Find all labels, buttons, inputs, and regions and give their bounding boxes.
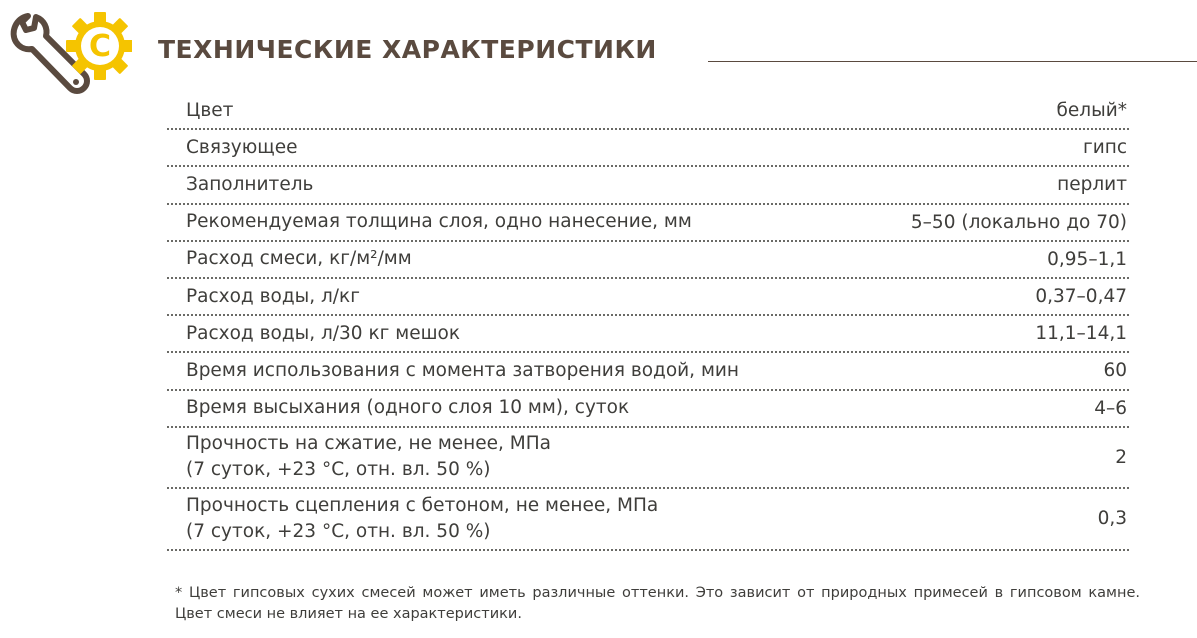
spec-value: 0,95–1,1 [1047,248,1127,270]
page-title: ТЕХНИЧЕСКИЕ ХАРАКТЕРИСТИКИ [158,35,657,64]
footnote: * Цвет гипсовых сухих смесей может иметь различные оттенки. Это зависит от природных примесей в гипсовом камне. Цвет смеси не влияет на ее характеристики. [175,585,1140,622]
spec-name: Время использования с момента затворения водой, мин [186,359,740,381]
spec-name: Расход воды, л/30 кг мешок [186,322,460,344]
spec-value: 11,1–14,1 [1035,323,1127,345]
spec-value: перлит [1057,174,1127,196]
title-divider [708,61,1197,62]
spec-row [167,242,1129,279]
spec-value: 2 [1115,446,1127,468]
spec-row [167,428,1129,490]
spec-name: Заполнитель [186,173,314,195]
spec-name: Рекомендуемая толщина слоя, одно нанесение, мм [186,211,692,233]
spec-table [167,93,1129,551]
spec-row [167,205,1129,242]
spec-value: 5–50 (локально до 70) [910,211,1127,233]
spec-name: Прочность сцепления с бетоном, не менее, МПа [186,494,659,516]
spec-name: Расход воды, л/кг [186,285,360,307]
gear-icon [66,12,132,80]
spec-row [167,489,1129,551]
spec-name-condition: (7 суток, +23 °С, отн. вл. 50 %) [186,520,491,542]
spec-name: Время высыхания (одного слоя 10 мм), суток [186,397,630,419]
spec-value: 0,37–0,47 [1035,286,1127,308]
spec-name: Прочность на сжатие, не менее, МПа [186,433,552,455]
spec-row [167,167,1129,204]
spec-value: белый* [1056,100,1127,122]
spec-name: Связующее [186,136,298,158]
spec-name-condition: (7 суток, +23 °С, отн. вл. 50 %) [186,459,491,481]
spec-value: 0,3 [1097,508,1127,530]
spec-value: гипс [1082,137,1127,159]
spec-name-multiline [186,431,551,483]
spec-row [167,130,1129,167]
spec-value: 4–6 [1094,397,1127,419]
spec-name-multiline [186,493,658,545]
spec-value: 60 [1103,360,1127,382]
spec-row [167,391,1129,428]
spec-row [167,353,1129,390]
spec-name: Цвет [186,99,234,121]
spec-row [167,279,1129,316]
spec-row [167,316,1129,353]
spec-row [167,93,1129,130]
spec-name: Расход смеси, кг/м²/мм [186,248,412,270]
company-logo [8,6,132,98]
logo-letter: С [88,29,112,64]
